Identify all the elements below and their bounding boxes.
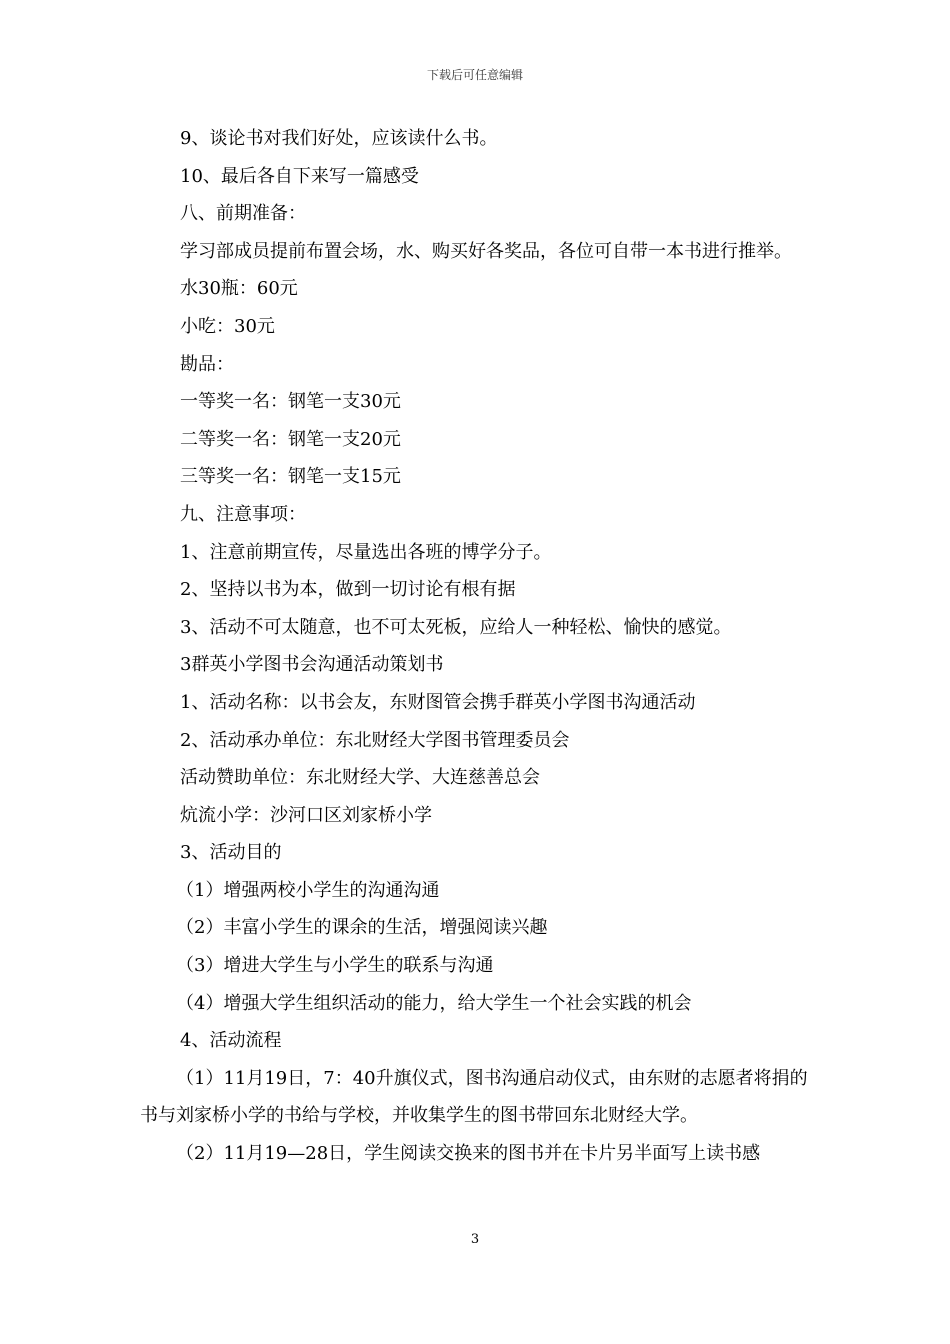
list-item: 水30瓶：60元 xyxy=(180,278,298,300)
list-item: 小吃：30元 xyxy=(180,315,275,337)
list-item: 2、坚持以书为本，做到一切讨论有根有据 xyxy=(180,579,516,601)
list-item: 3、活动不可太随意，也不可太死板，应给人一种轻松、愉快的感觉。 xyxy=(180,616,732,638)
section-heading: 3群英小学图书会沟通活动策划书 xyxy=(180,654,444,676)
paragraph: 10、最后各自下来写一篇感受 xyxy=(180,165,419,187)
paragraph: 学习部成员提前布置会场，水、购买好各奖品，各位可自带一本书进行推举。 xyxy=(180,240,792,262)
paragraph: （1）11月19日，7：40升旗仪式，图书沟通启动仪式，由东财的志愿者将捐的书与刘家桥小学的书给与学校，并收集学生的图书带回东北财经大学。 xyxy=(140,1067,808,1127)
page-number: 3 xyxy=(470,1232,480,1247)
section-heading: 八、前期准备： xyxy=(180,203,306,225)
list-item: （4）增强大学生组织活动的能力，给大学生一个社会实践的机会 xyxy=(176,992,692,1014)
paragraph: （2）11月19—28日，学生阅读交换来的图书并在卡片另半面写上读书感 xyxy=(176,1143,761,1165)
section-heading: 九、注意事项： xyxy=(180,503,306,525)
document-body xyxy=(140,120,810,1173)
list-item: 炕流小学：沙河口区刘家桥小学 xyxy=(180,804,432,826)
paragraph: 9、谈论书对我们好处，应该读什么书。 xyxy=(180,128,498,149)
list-item: 三等奖一名：钢笔一支15元 xyxy=(180,466,401,488)
list-item: 一等奖一名：钢笔一支30元 xyxy=(180,391,401,413)
list-item: （3）增进大学生与小学生的联系与沟通 xyxy=(176,955,494,977)
page-header: 下载后可任意编辑 xyxy=(426,68,523,82)
list-item: 二等奖一名：钢笔一支20元 xyxy=(180,428,401,450)
list-item: 1、活动名称：以书会友，东财图管会携手群英小学图书沟通活动 xyxy=(180,691,696,713)
list-item: 2、活动承办单位：东北财经大学图书管理委员会 xyxy=(180,729,570,751)
section-heading: 3、活动目的 xyxy=(180,842,282,864)
list-item: 1、注意前期宣传，尽量选出各班的博学分子。 xyxy=(180,541,552,563)
list-item: 活动赞助单位：东北财经大学、大连慈善总会 xyxy=(180,767,540,789)
list-item: （2）丰富小学生的课余的生活，增强阅读兴趣 xyxy=(176,917,548,939)
list-item: 勘品： xyxy=(180,353,234,375)
list-item: （1）增强两校小学生的沟通沟通 xyxy=(176,879,440,901)
section-heading: 4、活动流程 xyxy=(180,1030,282,1052)
